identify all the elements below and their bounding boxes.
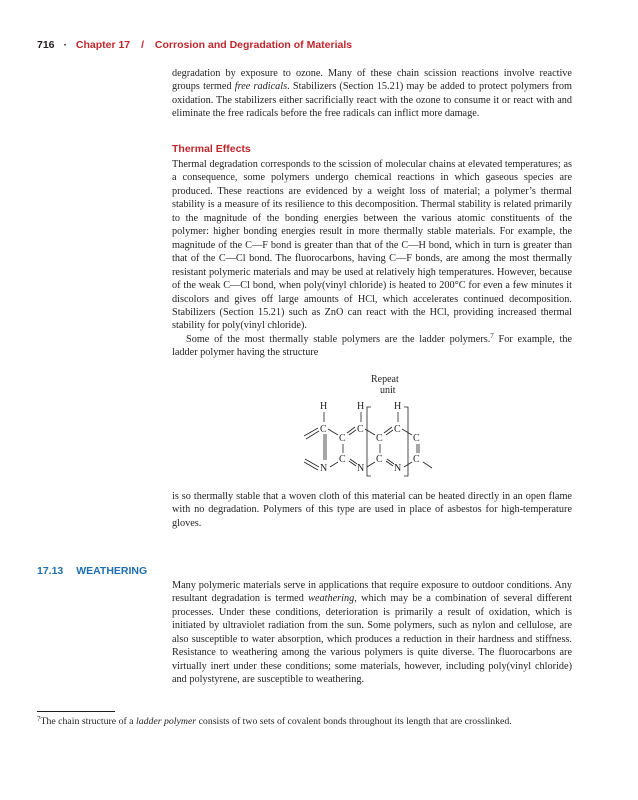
footnote-text-2: consists of two sets of covalent bonds throughout its length that are crosslinked. [196,716,512,727]
chapter-label: Chapter 17 [75,39,131,51]
running-header [37,39,352,51]
weathering-body [172,579,572,687]
weathering-text-2: , which may be a combination of several different processes. Under these conditions, deterioration is primarily a result of oxidation, which is initiated by ultraviolet radiation from the sun. Some polymers, such as nylon and cellulose, are also susceptible to water absorption, which produces a reduction in their hardness and stiffness. Resistance to weathering among the various polymers is quite diverse. The fluorocarbons are virtually inert under these conditions; some materials, however, including poly(vinyl chloride) and polystyrene, are susceptible to weathering. [172,593,572,686]
atom-c: C [413,433,420,444]
atom-h: H [357,401,365,412]
header-separator: / [141,39,144,51]
atom-c: C [339,454,346,465]
page-number: 716 [37,39,55,51]
footnote [37,716,577,729]
atom-c: C [339,433,346,444]
structure-svg [300,370,590,485]
intro-paragraph [172,67,572,121]
repeat-label-1: Repeat [371,374,399,385]
intro-emphasis: free radicals [234,81,288,93]
footnote-number: 7 [37,715,41,723]
atom-c: C [357,424,364,435]
chapter-title: Corrosion and Degradation of Materials [154,39,353,51]
section-heading [37,565,147,577]
thermal-paragraph-1: Thermal degradation corresponds to the scission of molecular chains at elevated temperatures; as a consequence, some polymers undergo chemical reactions in which gaseous species are produced. These reactions are evidenced by a weight loss of material; a polymer’s thermal stability is a measure of its resilience to this decomposition. Thermal stability is related primarily to the magnitude of the bonding energies between the various atomic constituents of the polymer: higher bonding energies result in more thermally stable materials. For example, the magnitude of the C—F bond is greater than that of the C—H bond, which in turn is greater than that of the C—Cl bond. The fluorocarbons, having C—F bonds, are among the most thermally resistant polymeric materials and may be used at relatively high temperatures. However, because of the weak C—Cl bond, when poly(vinyl chloride) is heated to 200°C for even a few minutes it discolors and gives off large amounts of HCl, which accelerates continued decomposition. Stabilizers (Section 15.21) such as ZnO can react with the HCl, providing increased thermal stability for poly(vinyl chloride). [172,159,572,332]
footnote-emphasis: ladder polymer [135,716,197,727]
thermal-paragraph-3-block [172,490,572,530]
repeat-label-2: unit [380,385,396,396]
atom-n: N [394,463,402,474]
thermal-effects-heading: Thermal Effects [172,143,251,155]
header-bullet: · [63,39,67,51]
weathering-emphasis: weathering [308,593,355,605]
intro-text-1: degradation by exposure to ozone. Many of these chain scission reactions involve reactive groups termed [172,68,572,93]
thermal-body [172,158,572,360]
atom-c: C [376,454,383,465]
atom-h: H [394,401,402,412]
atom-c: C [320,424,327,435]
atom-c: C [376,433,383,444]
thermal-p2-text-1: Some of the most thermally stable polymers are the ladder polymers. [186,333,491,345]
footnote-rule [37,711,115,712]
atom-c: C [394,424,401,435]
atom-n: N [320,463,328,474]
atom-n: N [357,463,365,474]
atom-h: H [320,401,328,412]
thermal-paragraph-2 [172,333,572,360]
footnote-ref: 7 [490,331,494,340]
thermal-p2-text-2: For example, the ladder polymer having the structure [172,333,572,359]
ladder-polymer-structure [300,370,590,485]
footnote-text-1: The chain structure of a [40,716,136,727]
section-number: 17.13 [37,565,64,577]
weathering-text-1: Many polymeric materials serve in applications that require exposure to outdoor conditions. Any resultant degradation is termed [172,580,572,605]
weathering-paragraph [172,579,572,687]
thermal-paragraph-3: is so thermally stable that a woven cloth of this material can be heated directly in an open flame with no degradation. Polymers of this type are used in place of asbestos for high-temperature gloves. [172,491,572,529]
atom-c: C [413,454,420,465]
section-title: WEATHERING [76,565,148,577]
intro-text-2: . Stabilizers (Section 15.21) may be added to protect polymers from oxidation. The stabilizers either sacrificially react with the ozone to consume it or react with and eliminate the free radicals before the free radicals can inflict more damage. [172,81,572,120]
